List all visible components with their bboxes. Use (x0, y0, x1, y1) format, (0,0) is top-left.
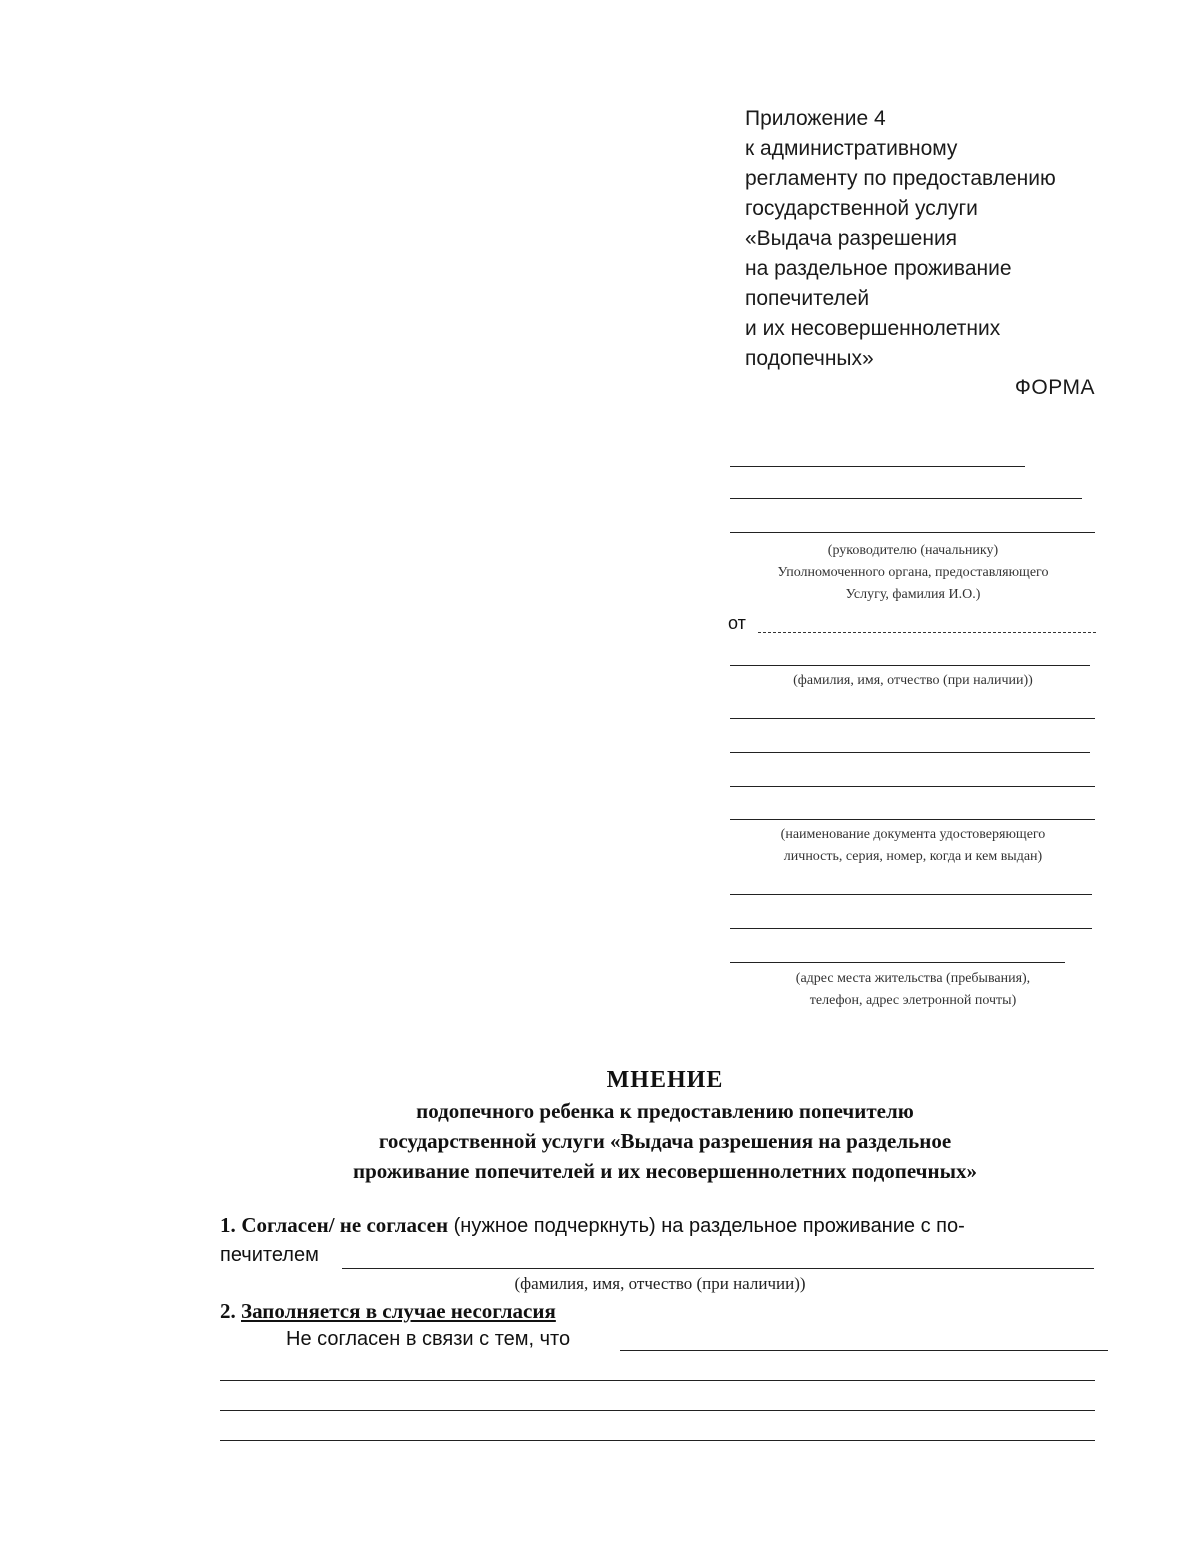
caption-line: Уполномоченного органа, предоставляющего (777, 565, 1049, 580)
title-sub-line: подопечного ребенка к предоставлению попечителю (416, 1099, 914, 1123)
item1-rest: (нужное подчеркнуть) на раздельное проживание с по- (448, 1215, 965, 1237)
title-sub-line: государственной услуги «Выдача разрешения на раздельное (378, 1129, 952, 1153)
reason-line[interactable] (220, 1380, 1095, 1381)
document-line[interactable] (730, 786, 1095, 787)
appendix-line: и их несовершеннолетних (745, 317, 1001, 340)
title-main: МНЕНИЕ (606, 1067, 724, 1093)
item2-number: 2. (220, 1299, 236, 1323)
document-title (200, 1064, 1130, 1186)
form-label: ФОРМА (1014, 376, 1095, 399)
caption-line: телефон, адрес элетронной почты) (809, 993, 1017, 1008)
recipient-line[interactable] (730, 498, 1082, 499)
guardian-name-line[interactable] (342, 1268, 1094, 1269)
item2-heading (220, 1299, 556, 1324)
appendix-line: подопечных» (745, 347, 874, 370)
document-line[interactable] (730, 718, 1095, 719)
address-line[interactable] (730, 962, 1065, 963)
document-caption (728, 824, 1098, 868)
item1-bold: Согласен/ не согласен (241, 1213, 449, 1237)
appendix-line: «Выдача разрешения (745, 227, 958, 250)
address-caption (728, 968, 1098, 1012)
reason-line[interactable] (220, 1440, 1095, 1441)
recipient-line[interactable] (730, 466, 1025, 467)
recipient-caption (728, 540, 1098, 606)
item1-line2: печителем (220, 1244, 319, 1266)
item2-label: Заполняется в случае несогласия (241, 1299, 556, 1323)
appendix-line: к административному (745, 137, 958, 160)
title-sub-line: проживание попечителей и их несовершеннолетних подопечных» (353, 1159, 977, 1183)
caption-line: (руководителю (начальнику) (827, 543, 999, 558)
address-line[interactable] (730, 894, 1092, 895)
from-line[interactable] (758, 632, 1096, 633)
item1-text (220, 1212, 1100, 1239)
appendix-line: государственной услуги (745, 197, 978, 220)
item2-text: Не согласен в связи с тем, что (286, 1328, 571, 1350)
applicant-line[interactable] (730, 665, 1090, 666)
recipient-line[interactable] (730, 532, 1095, 533)
item1-number: 1. (220, 1213, 236, 1237)
caption-line: Услугу, фамилия И.О.) (845, 587, 981, 602)
applicant-caption: (фамилия, имя, отчество (при наличии)) (793, 673, 1033, 688)
reason-line[interactable] (220, 1410, 1095, 1411)
appendix-line: попечителей (745, 287, 870, 310)
appendix-line: на раздельное проживание (745, 257, 1012, 280)
appendix-header (745, 104, 1145, 374)
guardian-caption: (фамилия, имя, отчество (при наличии)) (514, 1274, 806, 1293)
reason-line[interactable] (620, 1350, 1108, 1351)
document-line[interactable] (730, 752, 1090, 753)
address-line[interactable] (730, 928, 1092, 929)
from-label: от (728, 613, 746, 633)
caption-line: (наименование документа удостоверяющего (780, 827, 1046, 842)
caption-line: личность, серия, номер, когда и кем выдан) (783, 849, 1043, 864)
document-line[interactable] (730, 819, 1095, 820)
appendix-line: регламенту по предоставлению (745, 167, 1056, 190)
appendix-line: Приложение 4 (745, 107, 886, 130)
caption-line: (адрес места жительства (пребывания), (795, 971, 1031, 986)
